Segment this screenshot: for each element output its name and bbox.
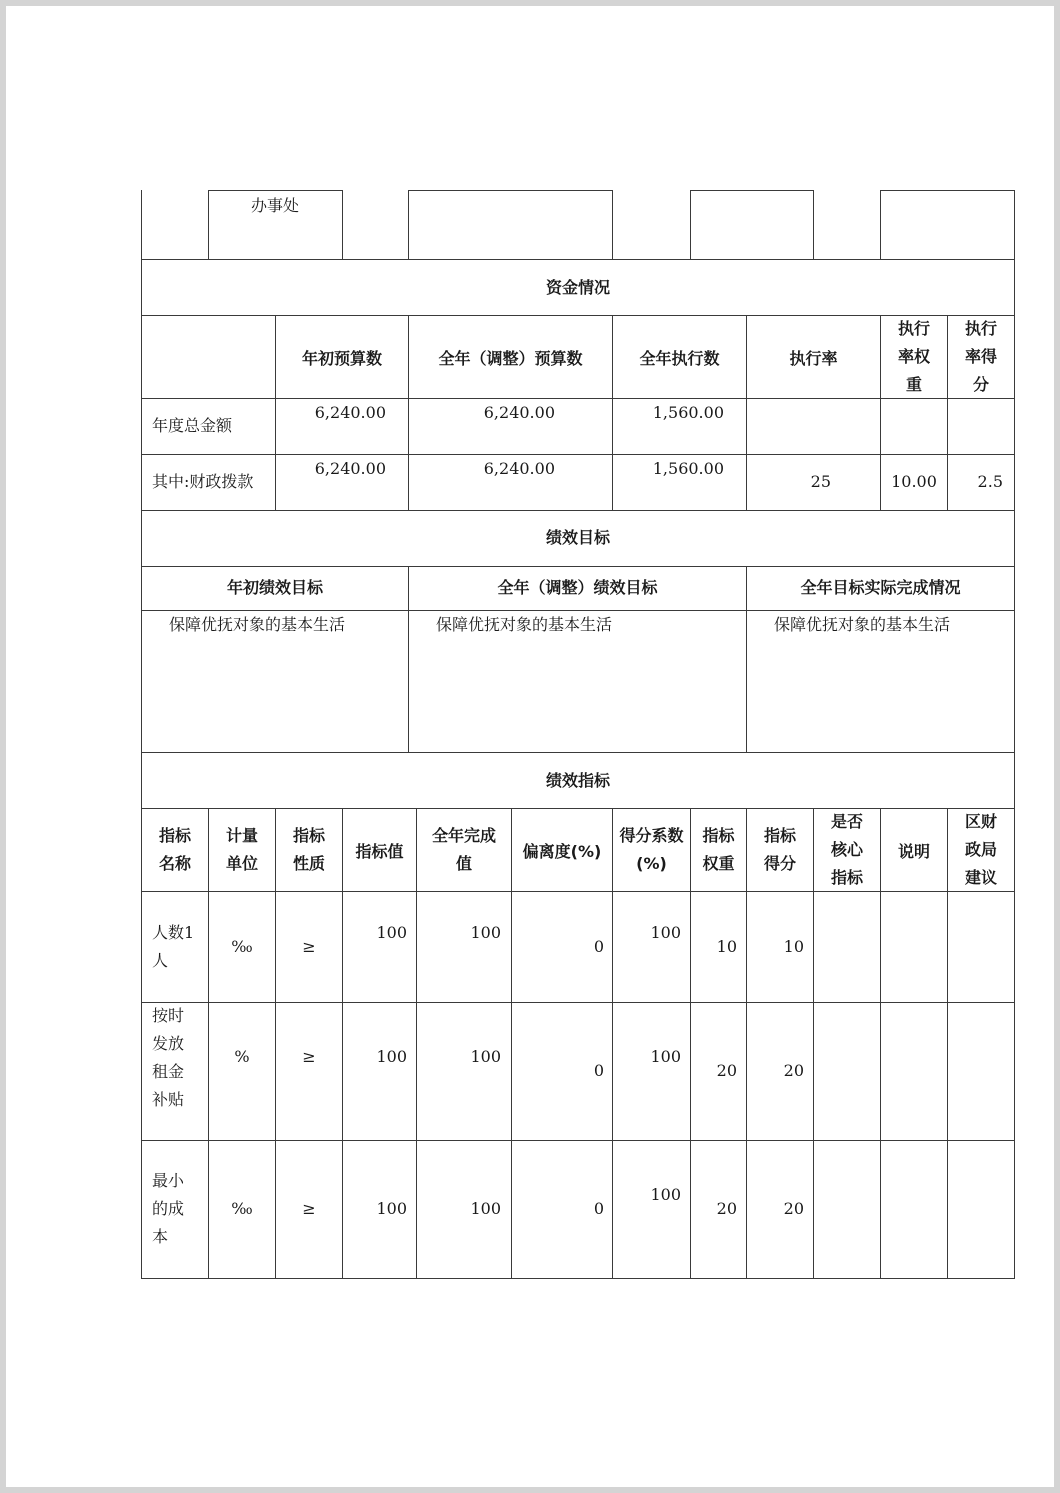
ind-header-name: 指标名称 [158,826,191,873]
ind-row-score: 10 [783,937,804,956]
funds-row-initial: 6,240.00 [314,403,386,422]
ind-row-unit: ‰ [231,937,253,956]
ind-header-nature: 指标性质 [292,826,325,873]
ind-row-weight: 10 [716,937,737,956]
ind-header-bureau: 区财政局建议 [964,812,997,887]
hline [141,1140,1015,1141]
goals-section-title: 绩效目标 [545,528,610,547]
ind-header-unit: 计量单位 [225,826,258,873]
ind-row-coef: 100 [650,923,681,942]
hline [208,190,343,191]
vline [342,190,343,259]
funds-row-label: 年度总金额 [152,416,233,435]
funds-row-adjusted: 6,240.00 [483,403,555,422]
funds-row-executed: 1,560.00 [652,403,724,422]
ind-row-unit: % [234,1047,250,1066]
ind-row-value: 100 [376,1199,407,1218]
ind-header-value: 指标值 [355,841,404,861]
ind-header-core: 是否核心指标 [830,812,863,887]
hline [408,190,613,191]
funds-row-score: 2.5 [977,472,1003,491]
funds-header-adjusted: 全年（调整）预算数 [438,348,583,368]
vline [408,190,409,259]
ind-row-weight: 20 [716,1061,737,1080]
hline [141,752,1015,753]
hline [141,1002,1015,1003]
ind-row-deviation: 0 [593,1061,604,1080]
ind-row-coef: 100 [650,1185,681,1204]
funds-row-initial: 6,240.00 [314,459,386,478]
funds-row-rate: 25 [810,472,831,491]
hline [141,891,1015,892]
funds-row-label: 其中:财政拨款 [152,472,254,491]
ind-row-done: 100 [470,923,501,942]
vline [690,190,691,259]
ind-header-done: 全年完成值 [431,826,496,873]
ind-row-name: 按时发放租金补贴 [152,1006,185,1109]
ind-row-coef: 100 [650,1047,681,1066]
ind-row-value: 100 [376,1047,407,1066]
ind-header-note: 说明 [897,841,930,861]
hline [141,566,1015,567]
hline [141,510,1015,511]
goals-value-adjusted: 保障优抚对象的基本生活 [436,615,613,634]
document-page [6,6,1054,1487]
funds-header-score: 执行率得分 [964,319,997,394]
indicators-section-title: 绩效指标 [545,771,610,790]
ind-row-unit: ‰ [231,1199,253,1218]
goals-value-actual: 保障优抚对象的基本生活 [774,615,951,634]
funds-header-weight: 执行率权重 [897,319,930,394]
hline [880,190,1015,191]
ind-row-value: 100 [376,923,407,942]
vline [141,190,142,259]
funds-row-weight: 10.00 [891,472,937,491]
ind-row-nature: ≥ [302,1047,316,1066]
ind-row-deviation: 0 [593,937,604,956]
funds-row-adjusted: 6,240.00 [483,459,555,478]
vline [1014,190,1015,259]
ind-row-nature: ≥ [302,937,316,956]
funds-header-initial: 年初预算数 [301,348,382,368]
ind-row-weight: 20 [716,1199,737,1218]
ind-row-nature: ≥ [302,1199,316,1218]
hline [141,1278,1015,1279]
goals-header-actual: 全年目标实际完成情况 [800,578,961,597]
ind-row-name: 人数1人 [152,923,195,970]
hline [141,454,1015,455]
vline [880,190,881,259]
ind-header-coef: 得分系数(%) [619,826,684,873]
ind-header-score: 指标得分 [763,826,796,873]
funds-header-rate: 执行率 [789,348,838,368]
ind-header-deviation: 偏离度(%) [522,841,602,861]
ind-row-name: 最小的成本 [152,1171,185,1246]
ind-row-score: 20 [783,1199,804,1218]
hline [690,190,814,191]
ind-row-score: 20 [783,1061,804,1080]
goals-value-initial: 保障优抚对象的基本生活 [169,615,346,634]
ind-row-deviation: 0 [593,1199,604,1218]
ind-header-weight: 指标权重 [702,826,735,873]
ind-row-done: 100 [470,1199,501,1218]
vline [612,190,613,259]
goals-header-adjusted: 全年（调整）绩效目标 [497,578,658,597]
office-label: 办事处 [250,196,299,215]
funds-row-executed: 1,560.00 [652,459,724,478]
vline [813,190,814,259]
hline [141,259,1015,260]
funds-section-title: 资金情况 [545,278,610,297]
funds-header-executed: 全年执行数 [639,348,720,368]
goals-header-initial: 年初绩效目标 [226,578,323,597]
hline [141,398,1015,399]
ind-row-done: 100 [470,1047,501,1066]
